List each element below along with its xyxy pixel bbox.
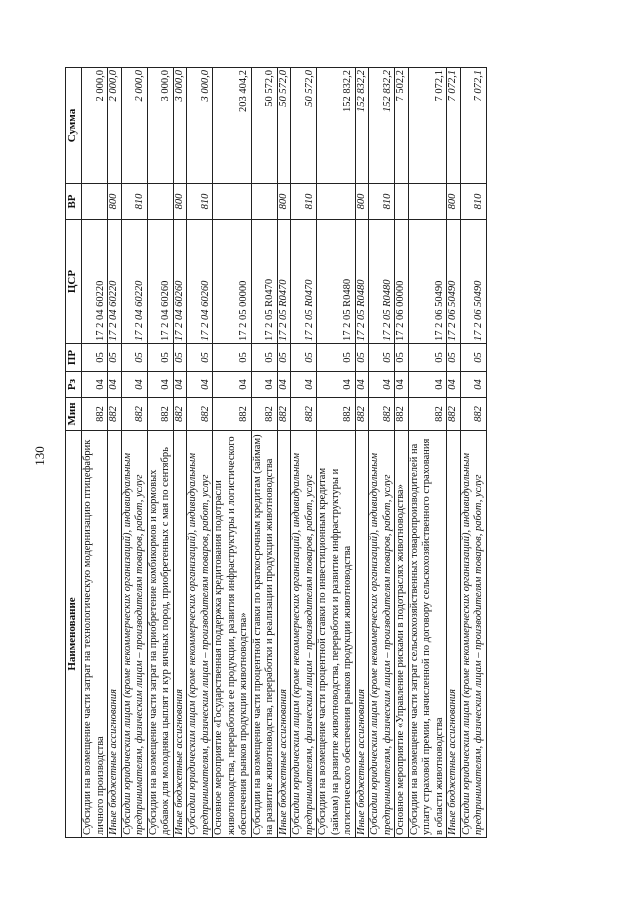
cell-name: Иные бюджетные ассигнования: [108, 431, 122, 838]
cell-pr: 05: [369, 344, 395, 372]
cell-pr: 05: [277, 344, 291, 372]
cell-rz: 04: [369, 372, 395, 398]
table-row: [121, 68, 147, 838]
cell-sum: 152 832,2: [369, 68, 395, 184]
cell-name: Иные бюджетные ассигнования: [355, 431, 369, 838]
cell-csr: 17 2 04 60260: [173, 220, 187, 344]
cell-vr: 810: [121, 184, 147, 220]
rotated-page-content: [65, 68, 487, 838]
cell-min: 882: [82, 398, 108, 431]
cell-name: Субсидии на возмещение части затрат сельскохозяйственных товаропроизводителей на уплату страховой премии, начисленной по договору сельскохозяйственного страхования в области животноводства: [408, 431, 447, 838]
table-row: [82, 68, 108, 838]
cell-csr: 17 2 05 R0470: [277, 220, 291, 344]
table-row: [173, 68, 187, 838]
cell-csr: 17 2 05 R0480: [369, 220, 395, 344]
cell-sum: 50 572,0: [291, 68, 317, 184]
cell-csr: 17 2 06 50490: [460, 220, 486, 344]
cell-sum: 2 000,0: [121, 68, 147, 184]
page-number: 130: [32, 446, 47, 466]
table-row: [277, 68, 291, 838]
cell-csr: 17 2 06 50490: [447, 220, 461, 344]
cell-rz: 04: [277, 372, 291, 398]
cell-rz: 04: [147, 372, 173, 398]
cell-min: 882: [447, 398, 461, 431]
cell-sum: 50 572,0: [251, 68, 277, 184]
cell-min: 882: [108, 398, 122, 431]
cell-rz: 04: [108, 372, 122, 398]
cell-vr: [317, 184, 356, 220]
cell-sum: 7 502,2: [395, 68, 409, 184]
cell-sum: 50 572,0: [277, 68, 291, 184]
cell-csr: 17 2 05 00000: [213, 220, 252, 344]
cell-vr: 810: [291, 184, 317, 220]
cell-csr: 17 2 04 60220: [108, 220, 122, 344]
table-row: [108, 68, 122, 838]
cell-min: 882: [173, 398, 187, 431]
cell-sum: 152 832,2: [355, 68, 369, 184]
cell-csr: 17 2 05 R0480: [355, 220, 369, 344]
cell-pr: 05: [82, 344, 108, 372]
cell-name: Иные бюджетные ассигнования: [447, 431, 461, 838]
cell-min: 882: [121, 398, 147, 431]
cell-sum: 7 072,1: [447, 68, 461, 184]
cell-pr: 05: [408, 344, 447, 372]
cell-min: 882: [355, 398, 369, 431]
header-pr: ПР: [66, 344, 82, 372]
cell-csr: 17 2 06 00000: [395, 220, 409, 344]
table-row: [355, 68, 369, 838]
cell-rz: 04: [408, 372, 447, 398]
cell-pr: 05: [121, 344, 147, 372]
cell-sum: 203 404,2: [213, 68, 252, 184]
cell-min: 882: [460, 398, 486, 431]
cell-name: Субсидии на возмещение части процентной ставки по инвестиционным кредитам (займам) на развитие животноводства, переработки и развитие инфраструктуры и логистического обеспечения рынков продукции животноводства: [317, 431, 356, 838]
cell-name: Иные бюджетные ассигнования: [277, 431, 291, 838]
header-sum: Сумма: [66, 68, 82, 184]
cell-name: Субсидии на возмещение части затрат на технологическую модернизацию птицефабрик личного производства: [82, 431, 108, 838]
header-csr: ЦСР: [66, 220, 82, 344]
cell-vr: 800: [173, 184, 187, 220]
cell-sum: 152 832,2: [317, 68, 356, 184]
cell-pr: 05: [187, 344, 213, 372]
cell-vr: [408, 184, 447, 220]
cell-csr: 17 2 04 60260: [187, 220, 213, 344]
cell-rz: 04: [460, 372, 486, 398]
cell-csr: 17 2 05 R0470: [251, 220, 277, 344]
cell-csr: 17 2 04 60220: [82, 220, 108, 344]
cell-name: Субсидии на возмещение части процентной ставки по краткосрочным кредитам (займам) на развитие животноводства, переработки и реализации продукции животноводства: [251, 431, 277, 838]
table-row: [460, 68, 486, 838]
table-row: [187, 68, 213, 838]
cell-pr: 05: [447, 344, 461, 372]
cell-rz: 04: [187, 372, 213, 398]
table-row: [408, 68, 447, 838]
cell-rz: 04: [317, 372, 356, 398]
cell-rz: 04: [355, 372, 369, 398]
cell-vr: 800: [447, 184, 461, 220]
cell-vr: 810: [460, 184, 486, 220]
cell-name: Субсидии юридическим лицам (кроме некоммерческих организаций), индивидуальным предпринимателям, физическим лицам – производителям товаров, работ, услуг: [291, 431, 317, 838]
cell-min: 882: [277, 398, 291, 431]
cell-min: 882: [251, 398, 277, 431]
cell-vr: 800: [277, 184, 291, 220]
cell-vr: 800: [355, 184, 369, 220]
cell-rz: 04: [121, 372, 147, 398]
cell-name: Иные бюджетные ассигнования: [173, 431, 187, 838]
cell-min: 882: [408, 398, 447, 431]
cell-name: Основное мероприятие «Управление рисками в подотраслях животноводства»: [395, 431, 409, 838]
cell-rz: 04: [173, 372, 187, 398]
cell-vr: 810: [369, 184, 395, 220]
cell-sum: 3 000,0: [147, 68, 173, 184]
table-row: [369, 68, 395, 838]
cell-pr: 05: [251, 344, 277, 372]
table-row: [213, 68, 252, 838]
table-row: [447, 68, 461, 838]
table-header-row: [66, 68, 82, 838]
cell-min: 882: [395, 398, 409, 431]
cell-csr: 17 2 05 R0470: [291, 220, 317, 344]
cell-min: 882: [317, 398, 356, 431]
cell-pr: 05: [317, 344, 356, 372]
cell-min: 882: [291, 398, 317, 431]
cell-sum: 2 000,0: [108, 68, 122, 184]
cell-sum: 7 072,1: [460, 68, 486, 184]
cell-vr: [213, 184, 252, 220]
cell-pr: 05: [173, 344, 187, 372]
table-body: [82, 68, 487, 838]
cell-name: Субсидии на возмещение части затрат на приобретение комбикормов и кормовых добавок для молодняка цыплят и кур яичных пород, приобретенных с мая по сентябрь: [147, 431, 173, 838]
cell-pr: 05: [291, 344, 317, 372]
cell-vr: [147, 184, 173, 220]
cell-vr: [251, 184, 277, 220]
cell-pr: 05: [108, 344, 122, 372]
cell-name: Субсидии юридическим лицам (кроме некоммерческих организаций), индивидуальным предпринимателям, физическим лицам – производителям товаров, работ, услуг: [187, 431, 213, 838]
cell-rz: 04: [251, 372, 277, 398]
header-name: Наименование: [66, 431, 82, 838]
cell-csr: 17 2 04 60220: [121, 220, 147, 344]
cell-rz: 04: [213, 372, 252, 398]
cell-rz: 04: [447, 372, 461, 398]
cell-csr: 17 2 05 R0480: [317, 220, 356, 344]
cell-csr: 17 2 06 50490: [408, 220, 447, 344]
table-row: [291, 68, 317, 838]
cell-pr: 05: [213, 344, 252, 372]
cell-csr: 17 2 04 60260: [147, 220, 173, 344]
budget-table: [65, 67, 487, 838]
header-rz: Рз: [66, 372, 82, 398]
cell-pr: 05: [395, 344, 409, 372]
cell-name: Субсидии юридическим лицам (кроме некоммерческих организаций), индивидуальным предпринимателям, физическим лицам – производителям товаров, работ, услуг: [121, 431, 147, 838]
cell-name: Субсидии юридическим лицам (кроме некоммерческих организаций), индивидуальным предпринимателям, физическим лицам – производителям товаров, работ, услуг: [460, 431, 486, 838]
cell-name: Основное мероприятие «Государственная поддержка кредитования подотрасли животноводства, переработки ее продукции, развития инфраструктуры и логистического обеспечения рынков продукции животноводства»: [213, 431, 252, 838]
cell-name: Субсидии юридическим лицам (кроме некоммерческих организаций), индивидуальным предпринимателям, физическим лицам – производителям товаров, работ, услуг: [369, 431, 395, 838]
cell-pr: 05: [460, 344, 486, 372]
cell-sum: 3 000,0: [173, 68, 187, 184]
table-row: [395, 68, 409, 838]
header-min: Мин: [66, 398, 82, 431]
table-row: [147, 68, 173, 838]
cell-pr: 05: [355, 344, 369, 372]
cell-sum: 7 072,1: [408, 68, 447, 184]
cell-rz: 04: [82, 372, 108, 398]
cell-min: 882: [187, 398, 213, 431]
cell-min: 882: [213, 398, 252, 431]
cell-sum: 3 000,0: [187, 68, 213, 184]
table-row: [251, 68, 277, 838]
cell-sum: 2 000,0: [82, 68, 108, 184]
cell-rz: 04: [291, 372, 317, 398]
cell-min: 882: [147, 398, 173, 431]
cell-min: 882: [369, 398, 395, 431]
cell-vr: [82, 184, 108, 220]
cell-rz: 04: [395, 372, 409, 398]
header-vr: ВР: [66, 184, 82, 220]
cell-vr: 810: [187, 184, 213, 220]
table-row: [317, 68, 356, 838]
cell-vr: 800: [108, 184, 122, 220]
cell-pr: 05: [147, 344, 173, 372]
cell-vr: [395, 184, 409, 220]
